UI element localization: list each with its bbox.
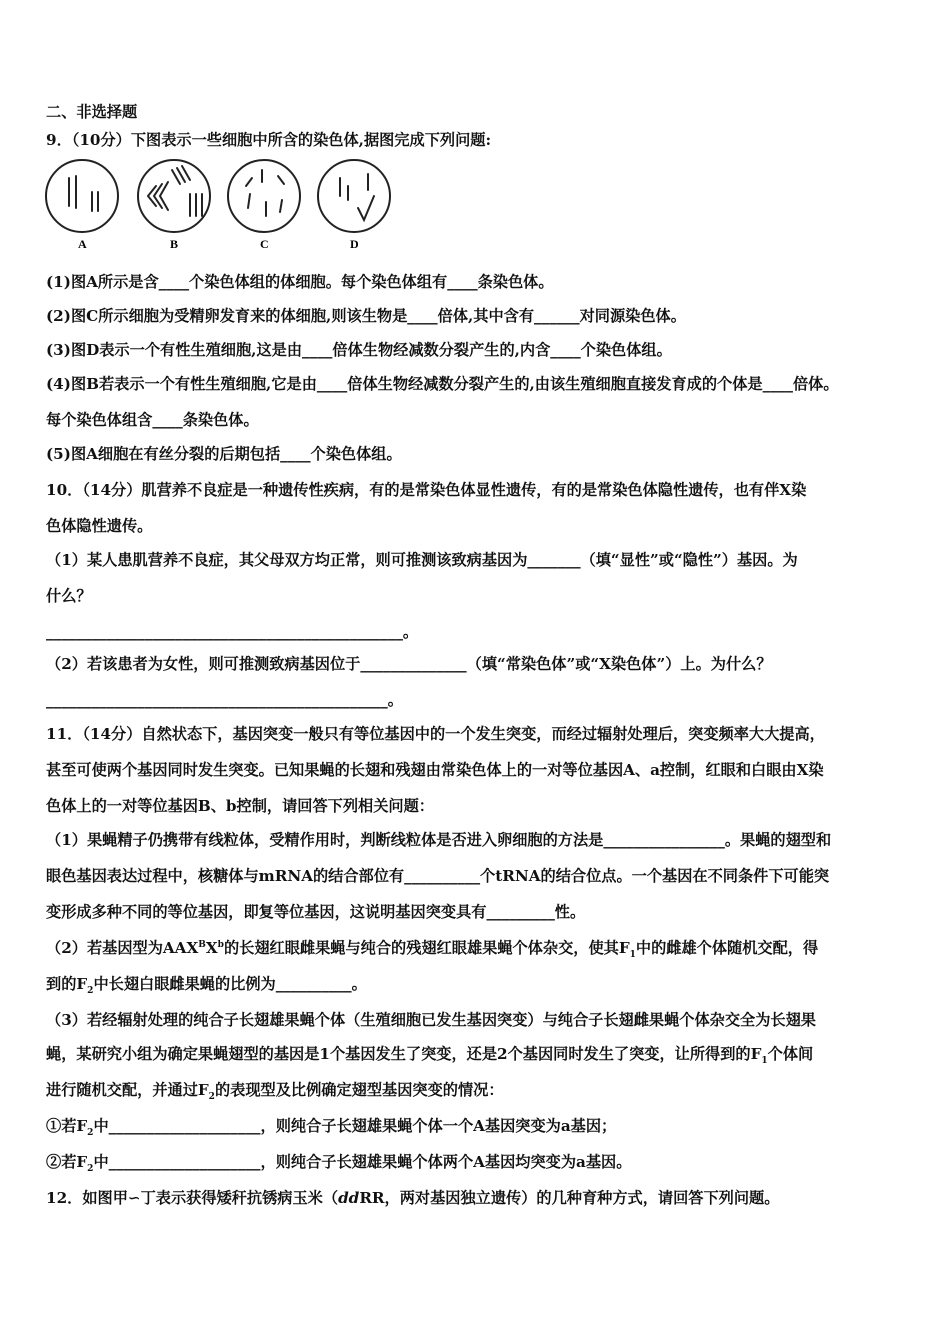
q11-line6: 变形成多种不同的等位基因，即复等位基因，这说明基因突变具有_________性。	[46, 903, 586, 921]
q10-line2: 色体隐性遗传。	[46, 517, 153, 535]
figure-label-c: C	[260, 237, 269, 251]
q9-part1: (1)图A所示是含____个染色体组的体细胞。每个染色体组有____条染色体。	[46, 273, 554, 291]
q11-case2: ②若$F_2$中____________________，则纯合子长翅雄果蝇个体两个A基因均突变为a基因。	[46, 1153, 632, 1175]
q11-line7: （2）若基因型为$AAX^BX^b$的长翅红眼雌果蝇与纯合的残翅红眼雄果蝇个体杂交，使其$F_1$中的雌雄个体随机交配，得	[46, 939, 819, 961]
q11-line5: 眼色基因表达过程中，核糖体与mRNA的结合部位有__________个tRNA的结合位点。一个基因在不同条件下可能突	[46, 867, 830, 885]
q9-part2: (2)图C所示细胞为受精卵发育来的体细胞,则该生物是____倍体,其中含有______对同源染色体。	[46, 307, 686, 325]
q10-line3: （1）某人患肌营养不良症，其父母双方均正常，则可推测该致病基因为_______（填“显性”或“隐性”）基因。为	[46, 551, 798, 569]
section-title: 二、非选择题	[46, 103, 138, 121]
chromosome-figure	[44, 156, 404, 252]
q10-line1: 10．（14分）肌营养不良症是一种遗传性疾病，有的是常染色体显性遗传，有的是常染色体隐性遗传，也有伴X染	[46, 481, 807, 499]
figure-label-a: A	[78, 237, 87, 251]
cell-c-outline	[228, 160, 300, 232]
figure-label-b: B	[170, 237, 179, 251]
cell-a-outline	[46, 160, 118, 232]
q12-header: 12．如图甲∽丁表示获得矮秆抗锈病玉米（ddRR，两对基因独立遗传）的几种育种方式，请回答下列问题。	[46, 1189, 780, 1207]
q10-answer-blank-1: _______________________________________________。	[46, 623, 419, 641]
q11-line3: 色体上的一对等位基因B、b控制，请回答下列相关问题：	[46, 797, 434, 815]
q10-answer-blank-2: _____________________________________________。	[46, 691, 403, 709]
figure-label-d: D	[350, 237, 359, 251]
cell-d-outline	[318, 160, 390, 232]
q9-part4-line2: 每个染色体组含____条染色体。	[46, 411, 259, 429]
q11-line9: （3）若经辐射处理的纯合子长翅雄果蝇个体（生殖细胞已发生基因突变）与纯合子长翅雌果蝇个体杂交全为长翅果	[46, 1011, 816, 1029]
q9-part3: (3)图D表示一个有性生殖细胞,这是由____倍体生物经减数分裂产生的,内含____个染色体组。	[46, 341, 672, 359]
q11-line2: 甚至可使两个基因同时发生突变。已知果蝇的长翅和残翅由常染色体上的一对等位基因A、a控制，红眼和白眼由X染	[46, 761, 824, 779]
q11-line11: 进行随机交配，并通过$F_2$的表现型及比例确定翅型基因突变的情况：	[46, 1081, 504, 1103]
q11-line1: 11．（14分）自然状态下，基因突变一般只有等位基因中的一个发生突变，而经过辐射处理后，突变频率大大提高，	[46, 725, 825, 743]
q10-line6: （2）若该患者为女性，则可推测致病基因位于______________（填“常染色体”或“X染色体”）上。为什么？	[46, 655, 772, 673]
q11-line10: 蝇，某研究小组为确定果蝇翅型的基因是1个基因发生了突变，还是2个基因同时发生了突变，让所得到的$F_1$个体间	[46, 1045, 814, 1067]
q9-part4-line1: (4)图B若表示一个有性生殖细胞,它是由____倍体生物经减数分裂产生的,由该生殖细胞直接发育成的个体是____倍体。	[46, 375, 839, 393]
q11-line8: 到的$F_2$中长翅白眼雌果蝇的比例为__________。	[46, 975, 367, 997]
question-9-header: 9．（10分）下图表示一些细胞中所含的染色体,据图完成下列问题:	[46, 131, 492, 149]
q11-case1: ①若$F_2$中____________________，则纯合子长翅雄果蝇个体一个A基因突变为a基因；	[46, 1117, 617, 1139]
q11-line4: （1）果蝇精子仍携带有线粒体，受精作用时，判断线粒体是否进入卵细胞的方法是________________。果蝇的翅型和	[46, 831, 832, 849]
q9-part5: (5)图A细胞在有丝分裂的后期包括____个染色体组。	[46, 445, 402, 463]
q10-line4: 什么？	[46, 587, 92, 605]
